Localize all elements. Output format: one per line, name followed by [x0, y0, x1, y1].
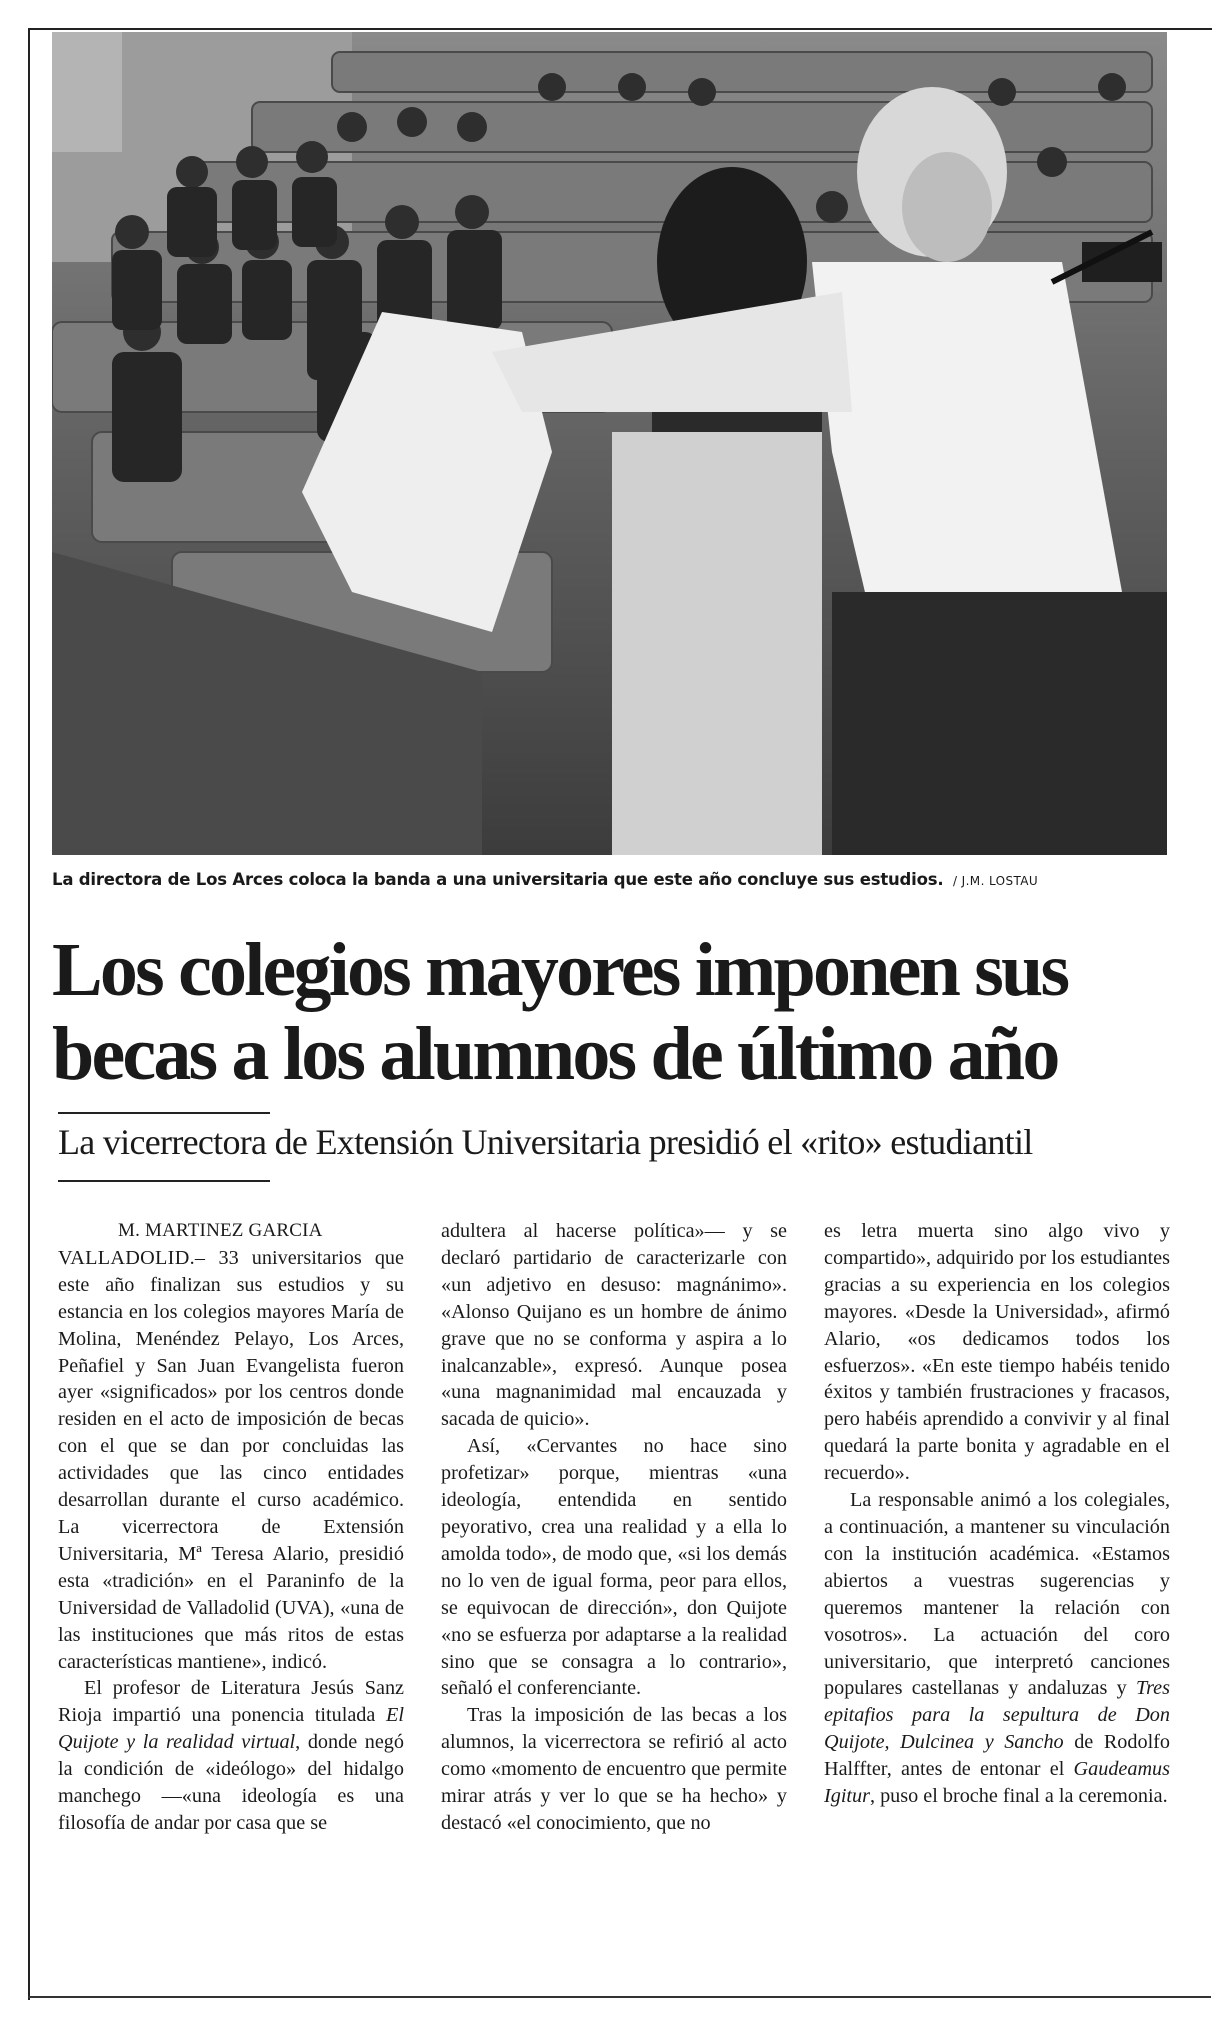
paragraph: es letra muerta sino algo vivo y compartido», adquirido por los estudiantes gracias a su experiencia en los colegios mayores. «Desde la Universidad», afirmó Alario, «os dedicamos todos los esfuerzos». «En este tiempo habéis tenido éxitos y también frustraciones y fracasos, pero habéis aprendido a convivir y al final quedará la parte bonita y agradable en el recuerdo».: [824, 1220, 1170, 1485]
headline-line-1: Los colegios mayores imponen sus: [52, 928, 1068, 1012]
dateline: VALLADOLID.–: [58, 1246, 206, 1269]
italic-title: Tres epitafios para la sepultura de Don Quijote, Dulcinea y Sancho: [824, 1677, 1170, 1754]
paragraph-text: , donde negó la condición de «ideólogo» del hidalgo manchego —«una ideología es una filosofía de andar por casa que se: [58, 1731, 404, 1834]
paragraph: Tras la imposición de las becas a los alumnos, la vicerrectora se refirió al acto como «momento de encuentro que permite mirar atrás y ver lo que se ha hecho» y destacó «el conocimiento, que no: [441, 1704, 787, 1834]
subhead-rule-top: [58, 1112, 270, 1114]
paragraph-text: El profesor de Literatura Jesús Sanz Rioja impartió una ponencia titulada: [58, 1677, 404, 1727]
photo-graduation-ceremony-icon: [52, 32, 1167, 855]
italic-title: El Quijote y la realidad virtual: [58, 1704, 404, 1754]
paragraph: adultera al hacerse política»— y se declaró partidario de caracterizarle con «un adjetivo en desuso: magnánimo». «Alonso Quijano es un hombre de ánimo grave que no se conforma y aspira a lo inalcanzable», expresó. Aunque posea «una magnanimidad mal encauzada y sacada de quicio».: [441, 1220, 787, 1431]
paragraph-text: 33 universitarios que este año finalizan sus estudios y su estancia en los colegios mayores María de Molina, Menéndez Pelayo, Los Arces, Peñafiel y San Juan Evangelista fueron ayer «significados» por los centros donde residen en el acto de imposición de becas con el que se dan por concluidas las actividades que las cinco entidades desarrollan durante el curso académico. La vicerrectora de Extensión Universitaria, Mª Teresa Alario, presidió esta «tradición» en el Paraninfo de la Universidad de Valladolid (UVA), «una de las instituciones que más ritos de estas características mantiene», indicó.: [58, 1246, 404, 1673]
subhead-rule-bottom: [58, 1180, 270, 1182]
paragraph-text: , puso el broche final a la ceremonia.: [869, 1785, 1168, 1808]
paragraph: [58, 1675, 404, 1836]
article-column-2: [441, 1218, 787, 1837]
byline: M. MARTINEZ GARCIA: [118, 1220, 323, 1241]
photo-credit: / J.M. LOSTAU: [953, 874, 1039, 888]
subheadline: La vicerrectora de Extensión Universitaria presidió el «rito» estudiantil: [58, 1122, 1033, 1162]
italic-title: Gaudeamus Igitur: [824, 1758, 1170, 1808]
paragraph-text: de Rodolfo Halffter, antes de entonar el: [824, 1731, 1170, 1781]
paragraph-text: La responsable animó a los colegiales, a continuación, a mantener su vinculación con la institución académica. «Estamos abiertos a vuestras sugerencias y queremos mantener la relación con vosotros». La actuación del coro universitario, que interpretó canciones populares castellanas y andaluzas y: [824, 1489, 1170, 1700]
article-column-3: [824, 1218, 1170, 1810]
paragraph: [824, 1487, 1170, 1810]
bottom-rule: [28, 1996, 1211, 1998]
photo-caption: [52, 870, 1167, 889]
headline-line-2: becas a los alumnos de último año: [52, 1012, 1058, 1096]
caption-text: La directora de Los Arces coloca la banda a una universitaria que este año concluye sus estudios.: [52, 870, 944, 889]
paragraph: [58, 1245, 404, 1676]
article-column-1: [58, 1218, 404, 1837]
news-photo: [52, 32, 1167, 855]
paragraph: Así, «Cervantes no hace sino profetizar» porque, mientras «una ideología, entendida en sentido peyorativo, crea una realidad y a ella lo amolda todo», de modo que, «si los demás no lo ven de igual forma, peor para ellos, se equivocan de dirección», don Quijote «no se esfuerza por adaptarse a la realidad sino que se consagra a lo contrario», señaló el conferenciante.: [441, 1435, 787, 1700]
headline: [52, 928, 1172, 1096]
